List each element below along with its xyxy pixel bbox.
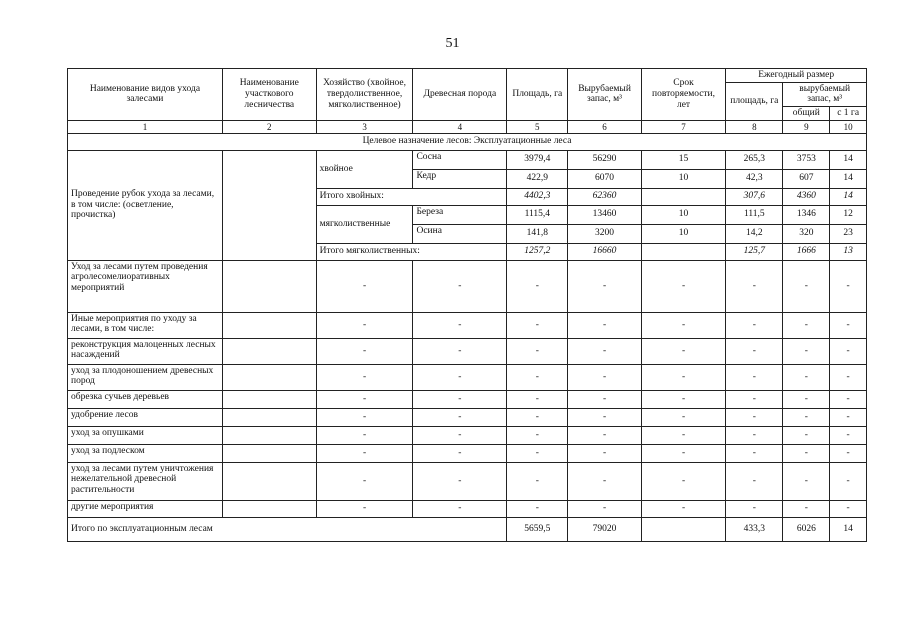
dash-cell: -: [830, 500, 867, 517]
dash-cell: -: [568, 260, 641, 312]
species-cell: Береза: [413, 205, 507, 224]
dash-cell: -: [783, 444, 830, 462]
dash-cell: -: [507, 390, 568, 408]
species-cell: Сосна: [413, 150, 507, 169]
grand-total-label: Итого по эксплуатационным лесам: [68, 517, 507, 541]
activity-label: уход за подлеском: [68, 444, 223, 462]
dash-cell: -: [726, 312, 783, 338]
period-cell: [641, 243, 726, 260]
dash-cell: -: [316, 426, 413, 444]
grand-total-row: [68, 517, 867, 541]
dash-cell: -: [316, 312, 413, 338]
dash-cell: -: [641, 312, 726, 338]
column-numbers-row: [68, 120, 867, 133]
activity-label: другие мероприятия: [68, 500, 223, 517]
volume-cell: 3200: [568, 224, 641, 243]
dash-cell: -: [830, 426, 867, 444]
dash-cell: -: [507, 426, 568, 444]
dash-cell: -: [783, 500, 830, 517]
forest-care-table: [67, 68, 867, 542]
header-annual: Ежегодный размер: [726, 69, 867, 83]
dash-cell: -: [568, 338, 641, 364]
column-number: 6: [568, 120, 641, 133]
species-cell: Кедр: [413, 169, 507, 188]
dash-cell: -: [830, 260, 867, 312]
dash-cell: -: [641, 364, 726, 390]
annual-area-cell: 111,5: [726, 205, 783, 224]
dash-cell: -: [413, 364, 507, 390]
table-row: [68, 408, 867, 426]
period-cell: 10: [641, 205, 726, 224]
table-row: [68, 444, 867, 462]
annual-total-cell: 607: [783, 169, 830, 188]
conifer-total-label: Итого хвойных:: [316, 188, 507, 205]
dash-cell: -: [568, 462, 641, 500]
dash-cell: -: [568, 500, 641, 517]
activity-label: уход за опушками: [68, 426, 223, 444]
per-ha-cell: 14: [830, 188, 867, 205]
dash-cell: -: [316, 408, 413, 426]
dash-cell: -: [783, 260, 830, 312]
dash-cell: -: [726, 426, 783, 444]
area-cell: 3979,4: [507, 150, 568, 169]
area-cell: 1257,2: [507, 243, 568, 260]
column-number: 10: [830, 120, 867, 133]
per-ha-cell: 14: [830, 169, 867, 188]
per-ha-cell: 12: [830, 205, 867, 224]
activity-label: удобрение лесов: [68, 408, 223, 426]
dash-cell: -: [641, 260, 726, 312]
annual-area-cell: 42,3: [726, 169, 783, 188]
dash-cell: -: [316, 338, 413, 364]
dash-cell: -: [568, 408, 641, 426]
dash-cell: -: [507, 364, 568, 390]
dash-cell: -: [783, 408, 830, 426]
period-cell: 10: [641, 224, 726, 243]
volume-cell: 16660: [568, 243, 641, 260]
annual-total-cell: 1666: [783, 243, 830, 260]
annual-area-cell: 433,3: [726, 517, 783, 541]
dash-cell: -: [726, 364, 783, 390]
dash-cell: -: [830, 408, 867, 426]
per-ha-cell: 14: [830, 517, 867, 541]
dash-cell: -: [568, 444, 641, 462]
dash-cell: -: [830, 364, 867, 390]
column-number: 3: [316, 120, 413, 133]
table-row: [68, 260, 867, 312]
soft-total-label: Итого мягколиственных:: [316, 243, 507, 260]
column-number: 4: [413, 120, 507, 133]
column-number: 8: [726, 120, 783, 133]
column-number: 2: [222, 120, 316, 133]
dash-cell: -: [641, 338, 726, 364]
dash-cell: -: [641, 500, 726, 517]
dash-cell: -: [316, 260, 413, 312]
dash-cell: -: [830, 444, 867, 462]
soft-label: мягколиственные: [316, 205, 413, 243]
activity-label: обрезка сучьев деревьев: [68, 390, 223, 408]
dash-cell: -: [726, 390, 783, 408]
activity-label: уход за плодоношением древесных пород: [68, 364, 223, 390]
dash-cell: -: [568, 364, 641, 390]
dash-cell: -: [726, 444, 783, 462]
dash-cell: -: [507, 500, 568, 517]
dash-cell: -: [413, 390, 507, 408]
dash-cell: -: [316, 500, 413, 517]
period-cell: 10: [641, 169, 726, 188]
table-row: [68, 390, 867, 408]
dash-cell: -: [507, 260, 568, 312]
period-cell: [641, 188, 726, 205]
area-cell: 5659,5: [507, 517, 568, 541]
dash-cell: -: [413, 260, 507, 312]
table-row: [68, 364, 867, 390]
annual-total-cell: 4360: [783, 188, 830, 205]
activity-label: Иные мероприятия по уходу за лесами, в том числе:: [68, 312, 223, 338]
header-per-ha: с 1 га: [830, 106, 867, 120]
per-ha-cell: 23: [830, 224, 867, 243]
column-number: 5: [507, 120, 568, 133]
dash-cell: -: [507, 408, 568, 426]
table-row: [68, 500, 867, 517]
period-cell: 15: [641, 150, 726, 169]
annual-total-cell: 6026: [783, 517, 830, 541]
dash-cell: -: [413, 462, 507, 500]
dash-cell: -: [783, 426, 830, 444]
species-cell: Осина: [413, 224, 507, 243]
dash-cell: -: [568, 390, 641, 408]
annual-area-cell: 14,2: [726, 224, 783, 243]
column-number: 7: [641, 120, 726, 133]
activity-label: уход за лесами путем уничтожения нежелательной древесной растительности: [68, 462, 223, 500]
annual-area-cell: 307,6: [726, 188, 783, 205]
header-col6: Вырубаемый запас, м³: [568, 69, 641, 121]
dash-cell: -: [830, 312, 867, 338]
dash-cell: -: [783, 312, 830, 338]
dash-cell: -: [783, 390, 830, 408]
column-number: 9: [783, 120, 830, 133]
purpose-label: Целевое назначение лесов: Эксплуатационные леса: [68, 133, 867, 150]
header-col4: Древесная порода: [413, 69, 507, 121]
table-row: [68, 312, 867, 338]
dash-cell: -: [726, 408, 783, 426]
header-total: общий: [783, 106, 830, 120]
dash-cell: -: [783, 338, 830, 364]
dash-cell: -: [568, 426, 641, 444]
column-number: 1: [68, 120, 223, 133]
annual-total-cell: 320: [783, 224, 830, 243]
dash-cell: -: [726, 500, 783, 517]
dash-cell: -: [413, 426, 507, 444]
dash-cell: -: [641, 390, 726, 408]
header-col1: Наименование видов ухода залесами: [68, 69, 223, 121]
header-annual-volume: вырубаемый запас, м³: [783, 82, 867, 106]
conifer-label: хвойное: [316, 150, 413, 188]
per-ha-cell: 14: [830, 150, 867, 169]
dash-cell: -: [413, 408, 507, 426]
table-row: [68, 462, 867, 500]
dash-cell: -: [316, 444, 413, 462]
area-cell: 422,9: [507, 169, 568, 188]
dash-cell: -: [507, 312, 568, 338]
volume-cell: 13460: [568, 205, 641, 224]
per-ha-cell: 13: [830, 243, 867, 260]
dash-cell: -: [507, 444, 568, 462]
dash-cell: -: [830, 462, 867, 500]
dash-cell: -: [783, 364, 830, 390]
period-cell: [641, 517, 726, 541]
annual-total-cell: 3753: [783, 150, 830, 169]
header-row-1: [68, 69, 867, 83]
area-cell: 4402,3: [507, 188, 568, 205]
dash-cell: -: [568, 312, 641, 338]
dash-cell: -: [726, 462, 783, 500]
dash-cell: -: [641, 462, 726, 500]
dash-cell: -: [413, 444, 507, 462]
dash-cell: -: [316, 364, 413, 390]
volume-cell: 62360: [568, 188, 641, 205]
header-col2: Наименование участкового лесничества: [222, 69, 316, 121]
table-row: [68, 150, 867, 169]
header-annual-area: площадь, га: [726, 82, 783, 120]
dash-cell: -: [641, 444, 726, 462]
annual-total-cell: 1346: [783, 205, 830, 224]
dash-cell: -: [783, 462, 830, 500]
dash-cell: -: [641, 408, 726, 426]
forestry-cell: [222, 150, 316, 260]
thinning-label: Проведение рубок ухода за лесами, в том числе: (осветление, прочистка): [68, 150, 223, 260]
header-col3: Хозяйство (хвойное, твердолиственное, мягколиственное): [316, 69, 413, 121]
header-col5: Площадь, га: [507, 69, 568, 121]
annual-area-cell: 265,3: [726, 150, 783, 169]
volume-cell: 56290: [568, 150, 641, 169]
activity-label: реконструкция малоценных лесных насаждений: [68, 338, 223, 364]
dash-cell: -: [413, 500, 507, 517]
dash-cell: -: [641, 426, 726, 444]
dash-cell: -: [413, 312, 507, 338]
area-cell: 141,8: [507, 224, 568, 243]
dash-cell: -: [316, 462, 413, 500]
table-row: [68, 338, 867, 364]
dash-cell: -: [830, 390, 867, 408]
annual-area-cell: 125,7: [726, 243, 783, 260]
purpose-row: [68, 133, 867, 150]
volume-cell: 6070: [568, 169, 641, 188]
area-cell: 1115,4: [507, 205, 568, 224]
page-number: 51: [445, 36, 460, 51]
volume-cell: 79020: [568, 517, 641, 541]
header-col7: Срок повторяемости, лет: [641, 69, 726, 121]
dash-cell: -: [726, 338, 783, 364]
dash-cell: -: [413, 338, 507, 364]
table-row: [68, 426, 867, 444]
dash-cell: -: [726, 260, 783, 312]
dash-cell: -: [507, 462, 568, 500]
dash-cell: -: [316, 390, 413, 408]
dash-cell: -: [830, 338, 867, 364]
dash-cell: -: [507, 338, 568, 364]
activity-label: Уход за лесами путем проведения агролесомелиоративных мероприятий: [68, 260, 223, 312]
